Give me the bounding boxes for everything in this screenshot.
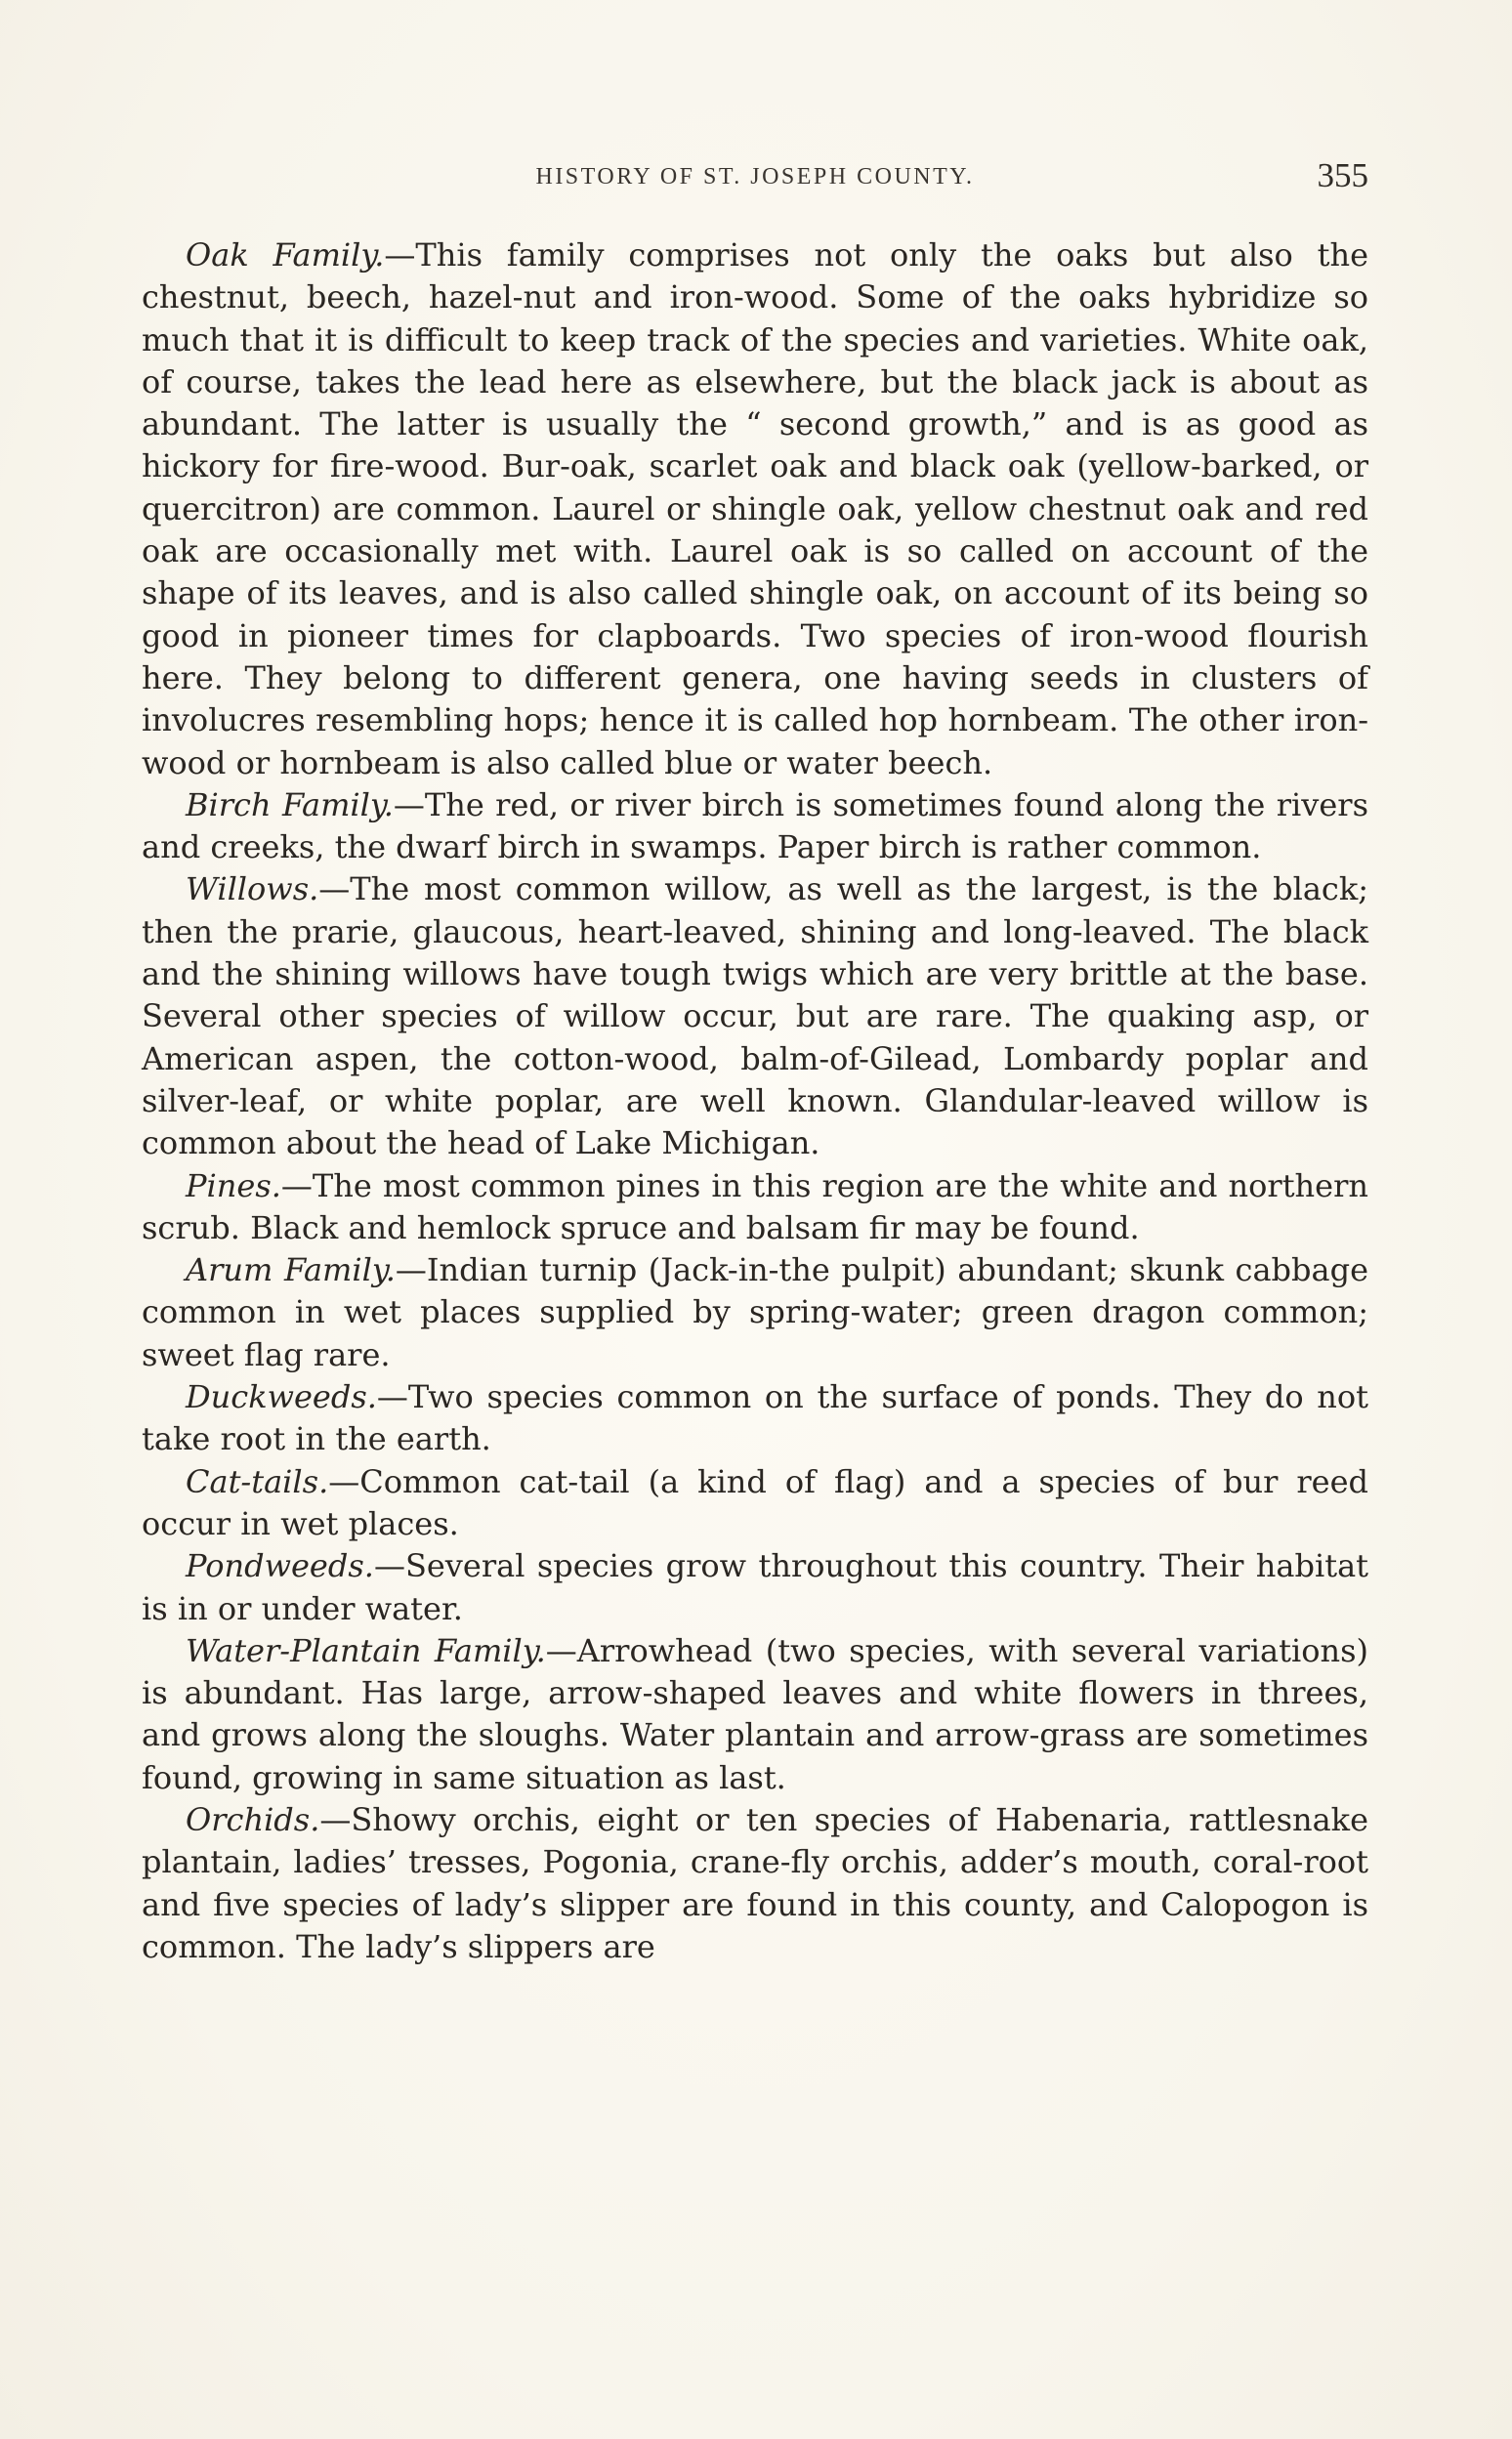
paragraph-text: —The red, or river birch is sometimes found along the rivers and creeks, the dwarf birch in swamps. Paper birch is rather common.: [142, 785, 1369, 866]
paragraph-heading: Duckweeds.: [186, 1378, 377, 1416]
paragraph-heading: Pines.: [186, 1166, 281, 1204]
paragraph-text: —Showy orchis, eight or ten species of Habenaria, rattlesnake plantain, ladies’ tresses, Pogonia, crane-fly orchis, adder’s mouth, coral-root and five species of lady’s slipper are found in this county, and Calopogon is common. The lady’s slippers are: [142, 1800, 1368, 1965]
paragraph-heading: Willows.: [186, 870, 319, 908]
paragraph-duckweeds: [142, 1376, 1368, 1461]
paragraph-heading: Arum Family.: [186, 1251, 396, 1289]
paragraph-heading: Birch Family.: [186, 785, 394, 823]
paragraph-birch-family: [142, 784, 1368, 869]
paragraph-text: —Arrowhead (two species, with several variations) is abundant. Has large, arrow-shaped leaves and white flowers in threes, and grows along the sloughs. Water plantain and arrow-grass are sometimes found, growing in same situation as last.: [142, 1631, 1369, 1796]
paragraph-heading: Oak Family.: [186, 236, 385, 273]
paragraph-text: —Common cat-tail (a kind of flag) and a species of bur reed occur in wet places.: [142, 1462, 1368, 1542]
paragraph-text: —This family comprises not only the oaks but also the chestnut, beech, hazel-nut and iron-wood. Some of the oaks hybridize so much that it is difficult to keep track of the species and varieties. White oak, of course, takes the lead here as elsewhere, but the black jack is about as abundant. The latter is usually the “ second growth,” and is as good as hickory for fire-wood. Bur-oak, scarlet oak and black oak (yellow-barked, or quercitron) are common. Laurel or shingle oak, yellow chestnut oak and red oak are occasionally met with. Laurel oak is so called on account of the shape of its leaves, and is also called shingle oak, on account of its being so good in pioneer times for clapboards. Two species of iron-wood flourish here. They belong to different genera, one having seeds in clusters of involucres resembling hops; hence it is called hop hornbeam. The other iron-wood or hornbeam is also called blue or water beech.: [142, 236, 1369, 781]
paragraph-heading: Water-Plantain Family.: [186, 1631, 546, 1669]
paragraph-water-plantain-family: [142, 1630, 1368, 1799]
paragraph-orchids: [142, 1799, 1368, 1968]
paragraph-heading: Cat-tails.: [186, 1462, 329, 1500]
paragraph-pines: [142, 1165, 1368, 1250]
paragraph-willows: [142, 868, 1368, 1164]
page-header: [142, 156, 1368, 205]
body-text: [142, 234, 1368, 1968]
paragraph-heading: Pondweeds.: [186, 1547, 374, 1585]
running-head: HISTORY OF ST. JOSEPH COUNTY.: [535, 164, 975, 189]
paragraph-text: —Indian turnip (Jack-in-the pulpit) abundant; skunk cabbage common in wet places supplied by spring-water; green dragon common; sweet flag rare.: [142, 1251, 1369, 1373]
paragraph-text: —The most common willow, as well as the largest, is the black; then the prarie, glaucous, heart-leaved, shining and long-leaved. The black and the shining willows have tough twigs which are very brittle at the base. Several other species of willow occur, but are rare. The quaking asp, or American aspen, the cotton-wood, balm-of-Gilead, Lombardy poplar and silver-leaf, or white poplar, are well known. Glandular-leaved willow is common about the head of Lake Michigan.: [142, 870, 1368, 1162]
paragraph-heading: Orchids.: [186, 1800, 320, 1838]
paragraph-text: —Several species grow throughout this country. Their habitat is in or under water.: [142, 1547, 1368, 1627]
paragraph-arum-family: [142, 1249, 1368, 1376]
paragraph-text: —The most common pines in this region are the white and northern scrub. Black and hemlock spruce and balsam fir may be found.: [142, 1166, 1368, 1246]
page-number: 355: [1317, 156, 1368, 194]
paragraph-cat-tails: [142, 1461, 1368, 1546]
paragraph-pondweeds: [142, 1545, 1368, 1630]
paragraph-oak-family: [142, 234, 1368, 784]
paragraph-text: —Two species common on the surface of ponds. They do not take root in the earth.: [142, 1378, 1368, 1458]
